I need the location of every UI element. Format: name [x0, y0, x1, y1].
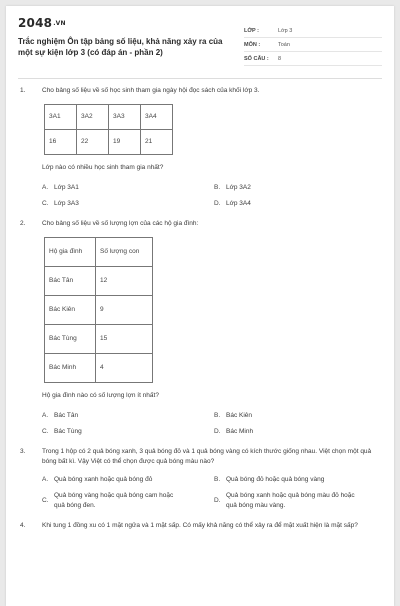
question-list	[20, 86, 380, 541]
question-prompt: Hộ gia đình nào có số lượng lợn ít nhất?	[42, 392, 159, 399]
option-text: Quả bóng xanh hoặc quả bóng đỏ	[54, 476, 153, 483]
question-number: 1.	[20, 87, 26, 94]
question-number: 3.	[20, 448, 26, 455]
option-label: B.	[214, 412, 221, 419]
table-cell: Bác Tùng	[45, 325, 96, 354]
table-cell: 19	[109, 130, 141, 155]
worksheet-page	[6, 6, 394, 606]
table-row	[45, 105, 173, 130]
table-cell: 22	[77, 130, 109, 155]
option-text: Quả bóng vàng hoặc quả bóng cam hoặc quả bóng đen.	[54, 492, 174, 509]
answer-options	[42, 411, 380, 437]
option-d[interactable]	[214, 199, 386, 209]
meta-value: Lớp 3	[278, 27, 293, 34]
option-c[interactable]	[42, 199, 214, 209]
option-a[interactable]	[42, 183, 214, 193]
option-b[interactable]	[214, 411, 386, 421]
question-4	[20, 521, 380, 531]
option-b[interactable]	[214, 183, 386, 193]
question-text: Trong 1 hộp có 2 quả bóng xanh, 3 quả bóng đỏ và 1 quả bóng vàng có kích thước giống nhau. Việt chọn một quả bóng bất kì. Vậy Việt có thể chọn được quả bóng màu nào?	[42, 448, 372, 465]
header-divider	[18, 78, 382, 79]
meta-row-count	[244, 52, 382, 66]
option-text: Lớp 3A2	[226, 184, 251, 191]
table-cell: 15	[96, 325, 153, 354]
table-cell: Bác Minh	[45, 354, 96, 383]
option-label: B.	[214, 476, 221, 483]
option-label: C.	[42, 428, 49, 435]
brand-name: 2048	[18, 16, 53, 30]
option-text: Bác Kiên	[226, 412, 253, 419]
table-cell: Bác Tân	[45, 267, 96, 296]
option-label: C.	[42, 200, 49, 207]
option-text: Quả bóng xanh hoặc quả bóng màu đỏ hoặc quả bóng màu vàng.	[226, 492, 355, 509]
table-cell: 9	[96, 296, 153, 325]
answer-options	[42, 475, 380, 511]
question-2	[20, 219, 380, 437]
option-text: Quả bóng đỏ hoặc quả bóng vàng	[226, 476, 325, 483]
option-text: Bác Tùng	[54, 428, 82, 435]
table-cell: Bác Kiên	[45, 296, 96, 325]
meta-key: SỐ CÂU :	[244, 55, 269, 62]
table-cell: 16	[45, 130, 77, 155]
table-cell: 3A2	[77, 105, 109, 130]
option-label: A.	[42, 476, 49, 483]
option-a[interactable]	[42, 475, 214, 485]
meta-row-subject	[244, 38, 382, 52]
table-cell: 3A1	[45, 105, 77, 130]
table-cell: 3A4	[141, 105, 173, 130]
table-cell: 21	[141, 130, 173, 155]
option-label: A.	[42, 412, 49, 419]
question-1	[20, 86, 380, 209]
question-number: 4.	[20, 522, 26, 529]
table-row	[45, 325, 153, 354]
meta-info	[244, 24, 382, 66]
option-d[interactable]	[214, 427, 386, 437]
option-label: D.	[214, 200, 221, 207]
table-cell: Số lượng con	[96, 238, 153, 267]
page-header	[18, 16, 382, 74]
question-text: Cho bảng số liệu về số lượng lợn của các hộ gia đình:	[42, 220, 199, 227]
question-number: 2.	[20, 220, 26, 227]
option-text: Lớp 3A3	[54, 200, 79, 207]
option-label: D.	[214, 497, 221, 504]
question-3	[20, 447, 380, 511]
answer-options	[42, 183, 380, 209]
brand-suffix: .VN	[53, 20, 66, 27]
question-text: Khi tung 1 đồng xu có 1 mặt ngửa và 1 mặt sấp. Có mấy khả năng có thể xảy ra để mặt xuất hiện là mặt sấp?	[42, 522, 358, 529]
page-title: Trắc nghiệm Ôn tập bảng số liệu, khả năng xảy ra của một sự kiện lớp 3 (có đáp án - phần 2)	[18, 37, 223, 57]
meta-key: LỚP :	[244, 27, 259, 34]
data-table	[44, 237, 153, 383]
meta-value: 8	[278, 55, 282, 62]
meta-value: Toán	[278, 41, 290, 48]
option-text: Bác Tân	[54, 412, 79, 419]
table-cell: 4	[96, 354, 153, 383]
table-cell: 3A3	[109, 105, 141, 130]
meta-row-class	[244, 24, 382, 38]
table-cell: Hộ gia đình	[45, 238, 96, 267]
question-prompt: Lớp nào có nhiều học sinh tham gia nhất?	[42, 164, 164, 171]
option-c[interactable]	[42, 427, 214, 437]
option-label: A.	[42, 184, 49, 191]
option-label: B.	[214, 184, 221, 191]
option-text: Lớp 3A4	[226, 200, 251, 207]
table-row	[45, 296, 153, 325]
data-table	[44, 104, 173, 155]
table-row	[45, 130, 173, 155]
table-row	[45, 267, 153, 296]
table-row	[45, 354, 153, 383]
option-label: D.	[214, 428, 221, 435]
option-text: Bác Minh	[226, 428, 254, 435]
option-text: Lớp 3A1	[54, 184, 79, 191]
option-d[interactable]	[214, 491, 386, 511]
option-label: C.	[42, 497, 49, 504]
meta-key: MÔN :	[244, 41, 261, 48]
option-a[interactable]	[42, 411, 214, 421]
question-text: Cho bảng số liệu về số học sinh tham gia ngày hội đọc sách của khối lớp 3.	[42, 87, 260, 94]
option-c[interactable]	[42, 491, 214, 511]
table-cell: 12	[96, 267, 153, 296]
table-row	[45, 238, 153, 267]
option-b[interactable]	[214, 475, 386, 485]
